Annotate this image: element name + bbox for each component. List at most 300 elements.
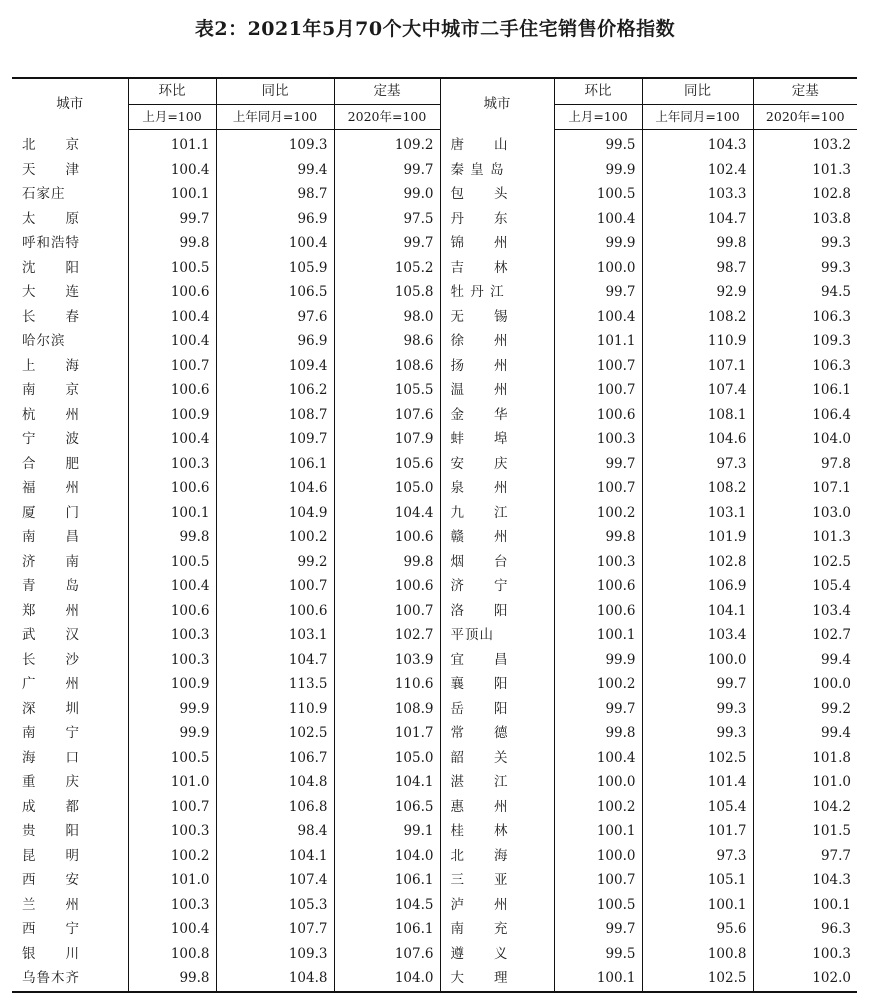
fixed-value-right: 101.5	[753, 819, 857, 844]
mom-value-left: 101.0	[128, 770, 216, 795]
mom-value-left: 100.6	[128, 599, 216, 624]
city-column-header-right: 城市	[440, 78, 554, 130]
mom-value-right: 101.1	[554, 329, 642, 354]
fixed-value-left: 100.6	[334, 525, 440, 550]
mom-value-right: 100.4	[554, 746, 642, 771]
yoy-value-left: 109.3	[216, 130, 334, 158]
yoy-value-left: 96.9	[216, 207, 334, 232]
fixed-value-right: 101.8	[753, 746, 857, 771]
mom-value-right: 99.9	[554, 231, 642, 256]
city-name-left: 郑 州	[22, 602, 80, 619]
table-row	[12, 305, 857, 330]
fixed-value-left: 100.7	[334, 599, 440, 624]
fixed-column-header-right: 定基	[753, 78, 857, 104]
yoy-value-left: 106.8	[216, 795, 334, 820]
city-name-left: 厦 门	[22, 504, 80, 521]
yoy-value-right: 103.3	[642, 182, 753, 207]
fixed-value-left: 109.2	[334, 130, 440, 158]
fixed-value-left: 98.0	[334, 305, 440, 330]
table-header	[12, 78, 857, 130]
mom-base-label-right: 上月=100	[554, 104, 642, 130]
fixed-value-right: 99.4	[753, 721, 857, 746]
table-row	[12, 721, 857, 746]
yoy-value-right: 104.6	[642, 427, 753, 452]
fixed-value-left: 105.8	[334, 280, 440, 305]
fixed-value-left: 104.5	[334, 893, 440, 918]
fixed-value-left: 108.6	[334, 354, 440, 379]
mom-value-right: 99.8	[554, 721, 642, 746]
fixed-value-left: 99.0	[334, 182, 440, 207]
mom-value-left: 100.5	[128, 256, 216, 281]
yoy-value-right: 104.3	[642, 130, 753, 158]
mom-value-right: 100.6	[554, 574, 642, 599]
yoy-value-left: 108.7	[216, 403, 334, 428]
city-name-left: 银 川	[22, 945, 80, 962]
city-column-header-left: 城市	[12, 78, 128, 130]
yoy-column-header-left: 同比	[216, 78, 334, 104]
city-name-left: 天 津	[22, 161, 80, 178]
fixed-value-left: 101.7	[334, 721, 440, 746]
table-row	[12, 599, 857, 624]
table-row	[12, 574, 857, 599]
city-name-right: 宜 昌	[440, 648, 554, 673]
yoy-value-right: 100.8	[642, 942, 753, 967]
city-name-left: 合 肥	[22, 455, 80, 472]
city-name-right: 岳 阳	[440, 697, 554, 722]
city-name-left: 济 南	[22, 553, 80, 570]
city-name-left: 上 海	[22, 357, 80, 374]
fixed-value-right: 109.3	[753, 329, 857, 354]
yoy-value-left: 109.4	[216, 354, 334, 379]
yoy-value-left: 103.1	[216, 623, 334, 648]
yoy-value-left: 104.1	[216, 844, 334, 869]
city-name-left: 长 春	[22, 308, 80, 325]
mom-value-left: 100.3	[128, 452, 216, 477]
fixed-value-right: 102.5	[753, 550, 857, 575]
fixed-value-left: 98.6	[334, 329, 440, 354]
city-name-right: 赣 州	[440, 525, 554, 550]
fixed-value-right: 101.3	[753, 158, 857, 183]
yoy-value-right: 99.3	[642, 697, 753, 722]
city-name-left: 重 庆	[22, 774, 80, 791]
fixed-value-right: 103.2	[753, 130, 857, 158]
yoy-value-right: 99.7	[642, 672, 753, 697]
yoy-value-left: 100.6	[216, 599, 334, 624]
table-row	[12, 280, 857, 305]
table-row	[12, 795, 857, 820]
mom-value-right: 100.2	[554, 672, 642, 697]
city-name-left: 深 圳	[22, 700, 80, 717]
fixed-value-right: 103.0	[753, 501, 857, 526]
mom-value-left: 100.1	[128, 182, 216, 207]
city-name-right: 泉 州	[440, 476, 554, 501]
city-name-right: 泸 州	[440, 893, 554, 918]
city-name-left: 昆 明	[22, 847, 80, 864]
yoy-value-right: 99.3	[642, 721, 753, 746]
yoy-value-right: 102.4	[642, 158, 753, 183]
yoy-value-right: 102.8	[642, 550, 753, 575]
yoy-value-right: 103.1	[642, 501, 753, 526]
mom-value-left: 99.8	[128, 525, 216, 550]
mom-value-right: 99.7	[554, 917, 642, 942]
table-row	[12, 942, 857, 967]
fixed-value-left: 107.9	[334, 427, 440, 452]
table-row	[12, 501, 857, 526]
fixed-value-right: 100.3	[753, 942, 857, 967]
city-name-left: 大 连	[22, 284, 80, 301]
yoy-value-right: 101.9	[642, 525, 753, 550]
mom-value-right: 99.9	[554, 158, 642, 183]
price-index-table	[12, 77, 857, 993]
table-row	[12, 158, 857, 183]
table-row	[12, 819, 857, 844]
yoy-value-left: 107.7	[216, 917, 334, 942]
city-name-right: 安 庆	[440, 452, 554, 477]
mom-value-left: 100.5	[128, 746, 216, 771]
yoy-value-left: 104.8	[216, 770, 334, 795]
mom-value-left: 100.4	[128, 917, 216, 942]
table-row	[12, 452, 857, 477]
yoy-value-left: 110.9	[216, 697, 334, 722]
city-name-left: 长 沙	[22, 651, 80, 668]
table-row	[12, 648, 857, 673]
fixed-value-left: 105.0	[334, 746, 440, 771]
table-row	[12, 130, 857, 158]
yoy-value-left: 100.4	[216, 231, 334, 256]
mom-value-left: 100.2	[128, 844, 216, 869]
fixed-value-left: 104.0	[334, 966, 440, 992]
mom-value-right: 100.1	[554, 966, 642, 992]
fixed-value-left: 104.0	[334, 844, 440, 869]
yoy-base-label-left: 上年同月=100	[216, 104, 334, 130]
city-name-right: 南 充	[440, 917, 554, 942]
yoy-value-left: 104.8	[216, 966, 334, 992]
city-name-right: 北 海	[440, 844, 554, 869]
mom-value-right: 100.0	[554, 770, 642, 795]
city-name-left: 石家庄	[22, 186, 66, 203]
city-name-left: 成 都	[22, 798, 80, 815]
fixed-value-right: 104.2	[753, 795, 857, 820]
fixed-value-right: 99.3	[753, 256, 857, 281]
fixed-value-right: 106.1	[753, 378, 857, 403]
fixed-value-left: 107.6	[334, 942, 440, 967]
yoy-value-left: 104.9	[216, 501, 334, 526]
table-row	[12, 378, 857, 403]
mom-value-right: 100.3	[554, 427, 642, 452]
yoy-value-left: 106.5	[216, 280, 334, 305]
fixed-value-right: 101.3	[753, 525, 857, 550]
yoy-value-right: 108.2	[642, 305, 753, 330]
yoy-value-left: 98.4	[216, 819, 334, 844]
fixed-value-right: 107.1	[753, 476, 857, 501]
fixed-value-left: 106.1	[334, 868, 440, 893]
city-name-right: 常 德	[440, 721, 554, 746]
yoy-value-left: 96.9	[216, 329, 334, 354]
fixed-value-right: 102.7	[753, 623, 857, 648]
city-name-left: 西 宁	[22, 921, 80, 938]
yoy-value-right: 98.7	[642, 256, 753, 281]
yoy-value-right: 100.1	[642, 893, 753, 918]
yoy-value-right: 108.2	[642, 476, 753, 501]
table-row	[12, 427, 857, 452]
yoy-value-right: 101.7	[642, 819, 753, 844]
city-name-right: 九 江	[440, 501, 554, 526]
city-name-left: 宁 波	[22, 431, 80, 448]
mom-value-left: 100.3	[128, 893, 216, 918]
fixed-value-right: 106.4	[753, 403, 857, 428]
yoy-value-right: 104.7	[642, 207, 753, 232]
mom-value-left: 100.5	[128, 550, 216, 575]
yoy-value-left: 98.7	[216, 182, 334, 207]
yoy-value-right: 102.5	[642, 966, 753, 992]
fixed-base-label-left: 2020年=100	[334, 104, 440, 130]
city-name-right: 秦 皇 岛	[440, 158, 554, 183]
city-name-right: 锦 州	[440, 231, 554, 256]
fixed-value-left: 108.9	[334, 697, 440, 722]
table-row	[12, 844, 857, 869]
table-row	[12, 403, 857, 428]
table-row	[12, 672, 857, 697]
city-name-right: 包 头	[440, 182, 554, 207]
fixed-value-left: 106.1	[334, 917, 440, 942]
city-name-right: 湛 江	[440, 770, 554, 795]
fixed-base-label-right: 2020年=100	[753, 104, 857, 130]
mom-value-left: 100.9	[128, 403, 216, 428]
table-row	[12, 868, 857, 893]
table-row	[12, 697, 857, 722]
city-name-left: 杭 州	[22, 406, 80, 423]
city-name-left: 北 京	[22, 137, 80, 153]
yoy-value-right: 107.4	[642, 378, 753, 403]
mom-value-right: 99.8	[554, 525, 642, 550]
city-name-right: 韶 关	[440, 746, 554, 771]
mom-value-left: 100.6	[128, 476, 216, 501]
fixed-value-right: 99.4	[753, 648, 857, 673]
table-row	[12, 893, 857, 918]
fixed-value-right: 100.1	[753, 893, 857, 918]
mom-value-right: 100.7	[554, 868, 642, 893]
fixed-value-right: 104.3	[753, 868, 857, 893]
fixed-value-left: 104.4	[334, 501, 440, 526]
fixed-value-right: 102.0	[753, 966, 857, 992]
mom-value-left: 100.4	[128, 329, 216, 354]
mom-value-right: 100.2	[554, 501, 642, 526]
city-name-left: 武 汉	[22, 627, 80, 644]
fixed-value-left: 105.2	[334, 256, 440, 281]
city-name-right: 惠 州	[440, 795, 554, 820]
fixed-value-right: 106.3	[753, 305, 857, 330]
city-name-right: 丹 东	[440, 207, 554, 232]
mom-value-left: 100.6	[128, 280, 216, 305]
fixed-value-right: 104.0	[753, 427, 857, 452]
mom-value-left: 100.9	[128, 672, 216, 697]
mom-value-right: 99.7	[554, 280, 642, 305]
city-name-right: 桂 林	[440, 819, 554, 844]
table-row	[12, 917, 857, 942]
mom-value-right: 99.5	[554, 130, 642, 158]
yoy-value-left: 105.9	[216, 256, 334, 281]
mom-value-left: 99.8	[128, 231, 216, 256]
city-name-left: 西 安	[22, 872, 80, 889]
city-name-left: 南 宁	[22, 725, 80, 742]
mom-value-right: 100.6	[554, 599, 642, 624]
city-name-right: 洛 阳	[440, 599, 554, 624]
fixed-value-right: 103.4	[753, 599, 857, 624]
city-name-left: 乌鲁木齐	[12, 966, 128, 992]
yoy-value-right: 99.8	[642, 231, 753, 256]
fixed-value-left: 107.6	[334, 403, 440, 428]
mom-value-right: 100.2	[554, 795, 642, 820]
city-name-left: 呼和浩特	[22, 235, 80, 252]
fixed-value-left: 99.1	[334, 819, 440, 844]
yoy-value-right: 103.4	[642, 623, 753, 648]
mom-value-right: 100.7	[554, 378, 642, 403]
mom-value-right: 100.0	[554, 844, 642, 869]
yoy-value-right: 101.4	[642, 770, 753, 795]
city-name-left: 太 原	[22, 210, 80, 227]
yoy-value-left: 99.2	[216, 550, 334, 575]
table-row	[12, 329, 857, 354]
yoy-value-left: 106.1	[216, 452, 334, 477]
mom-value-left: 99.8	[128, 966, 216, 992]
yoy-value-left: 105.3	[216, 893, 334, 918]
city-name-left: 青 岛	[22, 578, 80, 595]
yoy-value-right: 97.3	[642, 844, 753, 869]
city-name-right: 平顶山	[440, 623, 554, 648]
mom-value-right: 100.5	[554, 182, 642, 207]
yoy-value-left: 106.7	[216, 746, 334, 771]
fixed-value-right: 94.5	[753, 280, 857, 305]
city-name-left: 广 州	[22, 676, 80, 693]
mom-value-left: 100.8	[128, 942, 216, 967]
fixed-value-left: 105.0	[334, 476, 440, 501]
mom-value-left: 100.4	[128, 574, 216, 599]
table-row	[12, 550, 857, 575]
mom-column-header-left: 环比	[128, 78, 216, 104]
yoy-value-right: 95.6	[642, 917, 753, 942]
fixed-value-right: 106.3	[753, 354, 857, 379]
fixed-value-left: 97.5	[334, 207, 440, 232]
yoy-column-header-right: 同比	[642, 78, 753, 104]
mom-value-right: 100.0	[554, 256, 642, 281]
fixed-column-header-left: 定基	[334, 78, 440, 104]
mom-value-right: 99.5	[554, 942, 642, 967]
mom-value-right: 100.4	[554, 305, 642, 330]
fixed-value-right: 96.3	[753, 917, 857, 942]
mom-value-left: 100.7	[128, 354, 216, 379]
mom-value-left: 99.9	[128, 697, 216, 722]
table-row	[12, 231, 857, 256]
yoy-value-right: 105.1	[642, 868, 753, 893]
fixed-value-right: 97.8	[753, 452, 857, 477]
yoy-value-left: 109.7	[216, 427, 334, 452]
mom-value-left: 100.3	[128, 819, 216, 844]
yoy-value-left: 113.5	[216, 672, 334, 697]
fixed-value-left: 100.6	[334, 574, 440, 599]
mom-value-right: 100.7	[554, 476, 642, 501]
yoy-value-left: 97.6	[216, 305, 334, 330]
mom-value-right: 100.4	[554, 207, 642, 232]
city-name-right: 金 华	[440, 403, 554, 428]
yoy-value-right: 107.1	[642, 354, 753, 379]
city-name-right: 襄 阳	[440, 672, 554, 697]
mom-value-right: 100.1	[554, 819, 642, 844]
fixed-value-right: 102.8	[753, 182, 857, 207]
city-name-right: 大 理	[440, 966, 554, 992]
yoy-value-left: 99.4	[216, 158, 334, 183]
fixed-value-left: 105.6	[334, 452, 440, 477]
fixed-value-left: 99.7	[334, 231, 440, 256]
city-name-right: 徐 州	[440, 329, 554, 354]
yoy-value-left: 106.2	[216, 378, 334, 403]
fixed-value-left: 110.6	[334, 672, 440, 697]
yoy-value-right: 106.9	[642, 574, 753, 599]
mom-value-left: 99.7	[128, 207, 216, 232]
table-row	[12, 207, 857, 232]
fixed-value-left: 106.5	[334, 795, 440, 820]
city-name-left: 海 口	[22, 749, 80, 766]
city-name-right: 蚌 埠	[440, 427, 554, 452]
yoy-value-left: 100.2	[216, 525, 334, 550]
yoy-value-right: 105.4	[642, 795, 753, 820]
city-name-right: 吉 林	[440, 256, 554, 281]
city-name-right: 唐 山	[440, 130, 554, 158]
city-name-right: 遵 义	[440, 942, 554, 967]
city-name-right: 济 宁	[440, 574, 554, 599]
city-name-left: 南 昌	[22, 529, 80, 546]
city-name-right: 扬 州	[440, 354, 554, 379]
fixed-value-right: 99.3	[753, 231, 857, 256]
yoy-value-left: 104.7	[216, 648, 334, 673]
mom-value-right: 100.3	[554, 550, 642, 575]
yoy-value-right: 100.0	[642, 648, 753, 673]
fixed-value-left: 99.7	[334, 158, 440, 183]
mom-value-right: 100.5	[554, 893, 642, 918]
fixed-value-left: 105.5	[334, 378, 440, 403]
city-name-left: 兰 州	[22, 896, 80, 913]
mom-value-right: 99.7	[554, 452, 642, 477]
mom-value-right: 100.6	[554, 403, 642, 428]
mom-value-left: 99.9	[128, 721, 216, 746]
fixed-value-left: 102.7	[334, 623, 440, 648]
yoy-value-right: 104.1	[642, 599, 753, 624]
city-name-right: 三 亚	[440, 868, 554, 893]
yoy-value-left: 107.4	[216, 868, 334, 893]
city-name-right: 烟 台	[440, 550, 554, 575]
table-row	[12, 525, 857, 550]
mom-value-left: 100.4	[128, 305, 216, 330]
fixed-value-right: 100.0	[753, 672, 857, 697]
mom-value-left: 100.7	[128, 795, 216, 820]
yoy-value-right: 110.9	[642, 329, 753, 354]
mom-value-right: 100.1	[554, 623, 642, 648]
mom-value-left: 100.3	[128, 623, 216, 648]
mom-value-left: 100.4	[128, 158, 216, 183]
table-title: 表2：2021年5月70个大中城市二手住宅销售价格指数	[194, 18, 676, 40]
city-name-left: 南 京	[22, 382, 80, 399]
city-name-left: 沈 阳	[22, 259, 80, 276]
table-body	[12, 130, 857, 992]
yoy-value-right: 108.1	[642, 403, 753, 428]
yoy-value-left: 109.3	[216, 942, 334, 967]
fixed-value-left: 104.1	[334, 770, 440, 795]
yoy-value-left: 104.6	[216, 476, 334, 501]
city-name-left: 哈尔滨	[22, 333, 66, 350]
yoy-value-left: 100.7	[216, 574, 334, 599]
table-row	[12, 770, 857, 795]
yoy-value-left: 102.5	[216, 721, 334, 746]
mom-value-left: 100.1	[128, 501, 216, 526]
